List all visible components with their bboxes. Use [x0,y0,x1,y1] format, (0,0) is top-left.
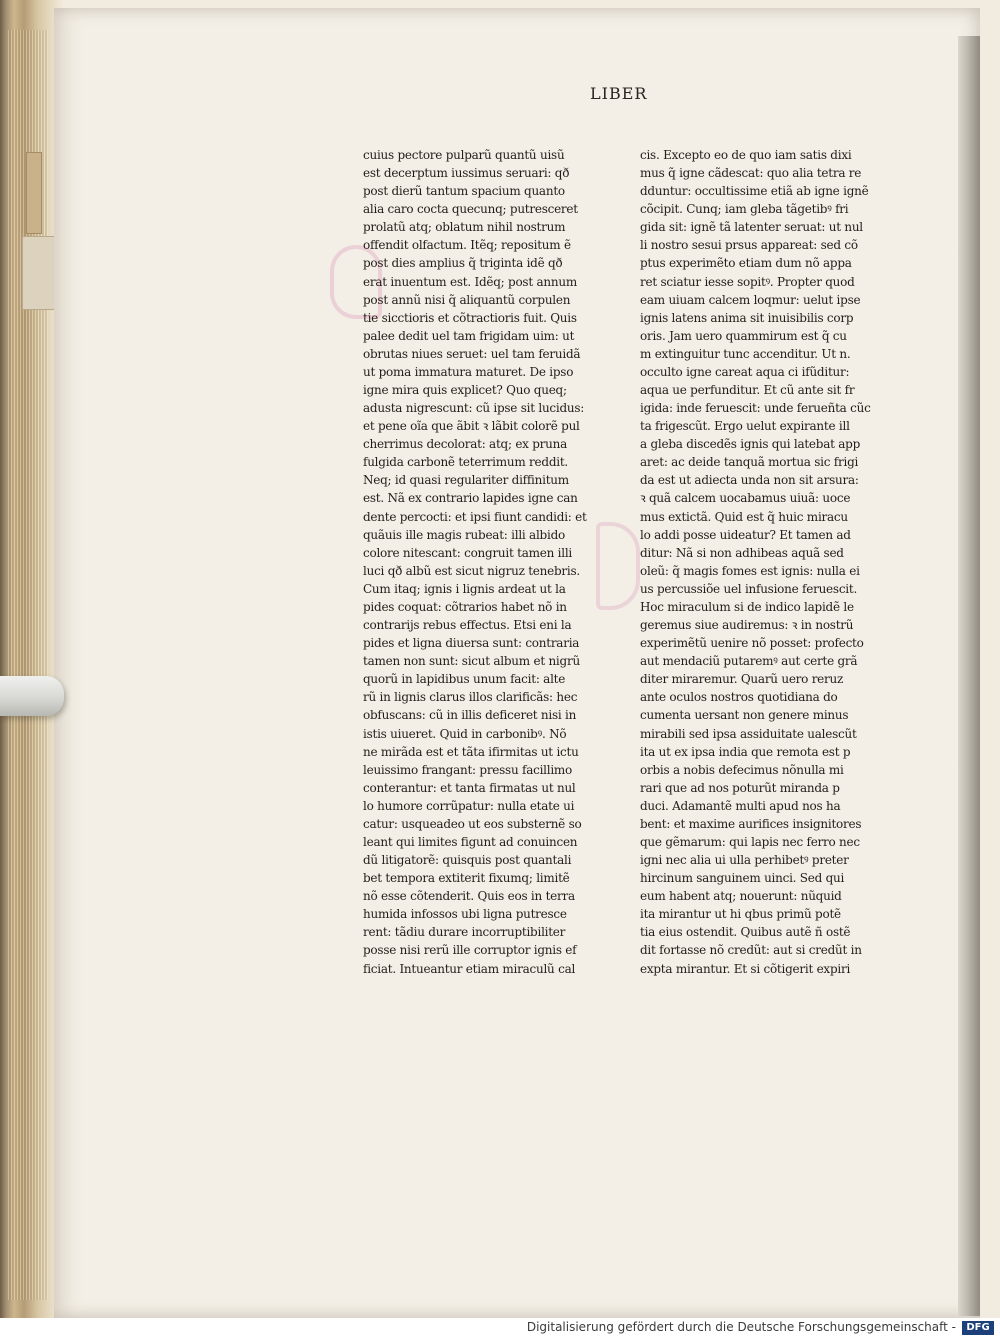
text-line: ret sciatur iesse sopitꝰ. Propter quod [640,274,855,289]
text-line: dente percocti: et ipsi fiunt candidi: et [363,509,587,524]
text-column-left [363,146,595,978]
text-line: a gleba discedẽs ignis qui latebat app [640,437,861,452]
text-line: dit fortasse nõ credũt: aut si credũt in [640,943,862,958]
text-line: obrutas niues seruet: uel tam feruidã [363,346,581,361]
text-line: luci qð albũ est sicut nigruz tenebris. [363,563,580,578]
gutter-edge [958,36,980,1316]
text-line: occulto igne careat aqua ci ifũditur: [640,364,850,379]
text-line: Hoc miraculum si de indico lapidẽ le [640,599,854,614]
paper-tab-marker-2 [22,236,56,310]
text-line: ante oculos nostros quotidiana do [640,690,838,705]
text-line: ignis latens anima sit inuisibilis corp [640,310,854,325]
text-line: mirabili sed ipsa assiduitate ualescũt [640,726,857,741]
text-line: orbis a nobis defecimus nõnulla mi [640,762,844,777]
text-line: rari que ad nos poturũt miranda p [640,780,840,795]
text-line: ut poma immatura maturet. De ipso [363,364,574,379]
text-line: dduntur: occultissime etiã ab igne ignẽ [640,184,869,199]
text-line: humida infossos ubi ligna putresce [363,907,567,922]
text-line: diter miraremur. Quarũ uero reruz [640,672,844,687]
digitization-credit: Digitalisierung gefördert durch die Deutsche Forschungsgemeinschaft - [526,1320,956,1334]
text-line: quorũ in lapidibus unum facit: alte [363,672,566,687]
text-line: rũ in lignis clarus illos clarificãs: hec [363,690,578,705]
text-line: fulgida carbonẽ teterrimum reddit. [363,455,568,470]
text-line: nõ esse cõtenderit. Quis eos in terra [363,889,575,904]
text-line: aqua ue perfunditur. Et cũ ante sit fr [640,383,855,398]
text-line: igni nec alia ui ulla perhibetꝰ preter [640,853,849,868]
text-line: oris. Jam uero quammirum est q̃ cu [640,328,847,343]
text-line: li nostro sesui prsus appareat: sed cõ [640,238,858,253]
text-line: bet tempora extiterit fixumq; limitẽ [363,871,570,886]
text-line: que gẽmarum: qui lapis nec ferro nec [640,834,860,849]
text-line: m extinguitur tunc accenditur. Ut n. [640,346,851,361]
text-line: eam uiuam calcem loqmur: uelut ipse [640,292,861,307]
text-line: cumenta uersant non genere minus [640,708,849,723]
text-line: da est ut adiecta unda non sit arsura: [640,473,859,488]
text-line: Cum itaq; ignis i lignis ardeat ut la [363,581,566,596]
text-line: istis uiueret. Quid in carbonibꝰ. Nõ [363,726,567,741]
show-through-initial-2 [596,522,640,610]
text-line: aret: ac deide tanquã mortua sic frigi [640,455,859,470]
text-line: obfuscans: cũ in illis deficeret nisi in [363,708,577,723]
text-line: ita mirantur ut hi qbus primũ potẽ [640,907,841,922]
text-line: pides coquat: cõtrarios habet nõ in [363,599,567,614]
text-line: cis. Excepto eo de quo iam satis dixi [640,148,852,162]
text-line: posse nisi rerũ ille corruptor ignis ef [363,943,577,958]
text-line: mus extictã. Quid est q̃ huic miracu [640,509,848,524]
text-line: ficiat. Intueantur etiam miraculũ cal [363,961,576,976]
text-line: lo addi posse uideatur? Et tamen ad [640,527,851,542]
text-line: gida sit: ignẽ tã latenter seruat: ut nul [640,220,863,235]
text-column-right [640,146,876,978]
text-line: catur: usqueadeo ut eos substernẽ so [363,816,582,831]
text-line: rent: tãdiu durare incorruptibiliter [363,925,566,940]
text-line: hircinum sanguinem uinci. Sed qui [640,871,845,886]
text-line: igida: inde feruescit: unde ferueñta cũc [640,401,871,416]
text-line: et pene oĩa que ãbit ꝛ lãbit colorẽ pul [363,419,580,434]
text-line: tie sicctioris et cõtractioris fuit. Quis [363,310,577,325]
text-line: dũ litigatorẽ: quisquis post quantali [363,853,572,868]
book-clip [0,676,64,716]
text-line: prolatũ atq; oblatum nihil nostrum [363,220,566,235]
text-line: tia eius ostendit. Quibus autẽ ñ ostẽ [640,925,851,940]
text-line: colore nitescant: congruit tamen illi [363,545,572,560]
text-line: cõcipit. Cunq; iam gleba tãgetibꝰ fri [640,202,849,217]
text-line: conterantur: et tanta firmatas ut nul [363,780,576,795]
text-line: post dierũ tantum spacium quanto [363,184,565,199]
text-line: cherrimus decolorat: atq; ex pruna [363,437,568,452]
text-line: ta frigescũt. Ergo uelut expirante ill [640,419,850,434]
text-line: ita ut ex ipsa india que remota est p [640,744,851,759]
text-line: erat inuentum est. Idẽq; post annum [363,274,577,289]
text-line: us percussiõe uel infusione feruescit. [640,581,858,596]
text-line: bent: et maxime aurifices insignitores [640,816,862,831]
text-line: adusta nigrescunt: cũ ipse sit lucidus: [363,401,585,416]
text-line: experimẽtũ uenire nõ posset: profecto [640,636,864,651]
text-line: est decerptum iussimus seruari: qð [363,166,570,181]
dfg-logo: DFG [962,1321,994,1335]
text-line: leuissimo frangant: pressu facillimo [363,762,573,777]
text-line: eum habent atq; nouerunt: nũquid [640,889,842,904]
text-line: ditur: Nã si non adhibeas aquã sed [640,545,844,560]
text-line: offendit olfactum. Itẽq; repositum ẽ [363,238,571,253]
text-line: geremus siue audiremus: ꝛ in nostrũ [640,618,854,633]
text-line: duci. Adamantẽ multi apud nos ha [640,798,841,813]
text-line: pides et ligna diuersa sunt: contraria [363,636,580,651]
text-line: oleũ: q̃ magis fomes est ignis: nulla ei [640,563,860,578]
text-line: ꝛ quã calcem uocabamus uiuã: uoce [640,491,851,506]
text-line: ptus experimẽto etiam dum nõ appa [640,256,852,271]
text-line: post annũ nisi q̃ aliquantũ corpulen [363,292,571,307]
running-title: LIBER [590,84,648,103]
text-line: leant qui limites figunt ad conuincen [363,834,578,849]
text-line: ne mirãda est et tãta ifirmitas ut ictu [363,744,579,759]
text-line: cuius pectore pulparũ quantũ uisũ [363,148,565,162]
paper-tab-marker [26,152,42,234]
text-line: expta mirantur. Et si cõtigerit expiri [640,961,851,976]
text-line: post dies amplius q̃ triginta idẽ qð [363,256,563,271]
text-line: igne mira quis explicet? Quo queq; [363,383,567,398]
text-line: tamen non sunt: sicut album et nigrũ [363,654,580,669]
text-line: lo humore corrũpatur: nulla etate ui [363,798,575,813]
text-line: Neq; id quasi regulariter diffinitum [363,473,569,488]
text-line: est. Nã ex contrario lapides igne can [363,491,578,506]
text-line: quãuis ille magis rubeat: illi albido [363,527,565,542]
text-line: contrarijs rebus effectus. Etsi eni la [363,618,572,633]
text-line: palee dedit uel tam frigidam uim: ut [363,328,575,343]
text-line: alia caro cocta quecunq; putresceret [363,202,578,217]
text-line: mus q̃ igne cãdescat: quo alia tetra re [640,166,862,181]
text-line: aut mendaciũ putaremꝰ aut certe grã [640,654,858,669]
